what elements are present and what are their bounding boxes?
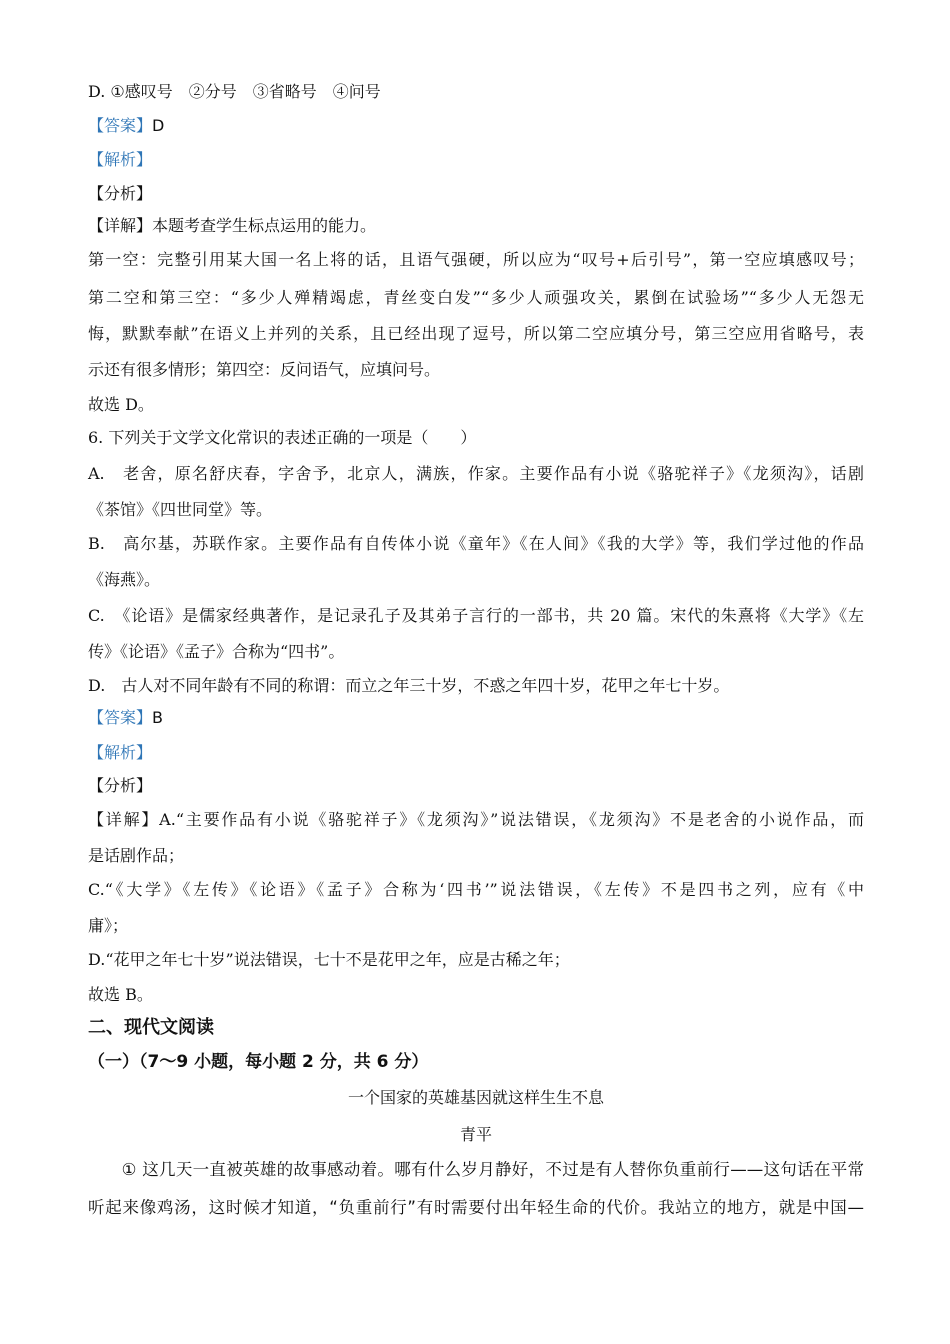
section-subheading: （一）（7～9 小题，每小题 2 分，共 6 分） <box>88 1052 429 1072</box>
article-paragraph-line: 听起来像鸡汤，这时候才知道，“负重前行”有时需要付出年轻生命的代价。我站立的地方，就是中国— <box>88 1198 864 1217</box>
answer-tag: 【答案】 <box>88 116 153 135</box>
fenxi-label: 【分析】 <box>88 184 153 203</box>
detail-line: 第一空：完整引用某大国一名上将的话，且语气强硬，所以应为“叹号+后引号”，第一空应填感叹号； <box>88 250 864 269</box>
jiexi-tag: 【解析】 <box>88 743 153 762</box>
q6-option: D. 古人对不同年龄有不同的称谓：而立之年三十岁，不惑之年四十岁，花甲之年七十岁。 <box>88 676 730 695</box>
q6-stem: 6. 下列关于文学文化常识的表述正确的一项是（ ） <box>88 428 477 447</box>
q6-option: 《海燕》。 <box>88 570 161 589</box>
q6-option: C. 《论语》是儒家经典著作，是记录孔子及其弟子言行的一部书，共 20 篇。宋代的朱熹将《大学》《左 <box>88 606 864 625</box>
q5-answer-line <box>88 116 864 136</box>
detail-line: 庸》； <box>88 916 129 935</box>
detail-line: 【详解】A.“主要作品有小说《骆驼祥子》《龙须沟》”说法错误，《龙须沟》不是老舍的小说作品，而 <box>88 810 864 829</box>
detail-line: 悔，默默奉献”在语义上并列的关系，且已经出现了逗号，所以第二空应填分号，第三空应用省略号，表 <box>88 324 864 343</box>
q6-option: A. 老舍，原名舒庆春，字舍予，北京人，满族，作家。主要作品有小说《骆驼祥子》《龙须沟》，话剧 <box>88 464 864 483</box>
detail-line: D.“花甲之年七十岁”说法错误，七十不是花甲之年，应是古稀之年； <box>88 950 570 969</box>
detail-line: 第二空和第三空：“多少人殚精竭虑，青丝变白发”“多少人顽强攻关，累倒在试验场”“多少人无怨无 <box>88 288 864 307</box>
detail-line: 【详解】本题考查学生标点运用的能力。 <box>88 216 377 235</box>
q6-option: 传》《论语》《孟子》合称为“四书”。 <box>88 642 345 661</box>
jiexi-tag: 【解析】 <box>88 150 153 169</box>
article-paragraph-line: ① 这几天一直被英雄的故事感动着。哪有什么岁月静好，不过是有人替你负重前行——这句话在平常 <box>88 1160 864 1179</box>
q5-option-d: D. ①感叹号 ②分号 ③省略号 ④问号 <box>88 82 381 101</box>
q6-answer-line <box>88 708 864 728</box>
article-title: 一个国家的英雄基因就这样生生不息 <box>347 1088 604 1107</box>
answer-tag: 【答案】 <box>88 708 153 727</box>
conclusion: 故选 D。 <box>88 395 154 414</box>
section-heading: 二、现代文阅读 <box>88 1017 214 1038</box>
detail-line: 是话剧作品； <box>88 846 185 865</box>
detail-line: C.“《大学》《左传》《论语》《孟子》合称为‘四书’”说法错误，《左传》不是四书之列，应有《中 <box>88 880 864 899</box>
q6-option: B. 高尔基，苏联作家。主要作品有自传体小说《童年》《在人间》《我的大学》等，我们学过他的作品 <box>88 534 864 553</box>
q6-option: 《茶馆》《四世同堂》等。 <box>88 500 273 519</box>
answer-value: D <box>152 116 165 135</box>
conclusion: 故选 B。 <box>88 985 153 1004</box>
answer-value: B <box>152 708 163 727</box>
detail-line: 示还有很多情形；第四空：反问语气，应填问号。 <box>88 360 441 379</box>
fenxi-label: 【分析】 <box>88 776 153 795</box>
article-author: 青平 <box>459 1125 492 1144</box>
